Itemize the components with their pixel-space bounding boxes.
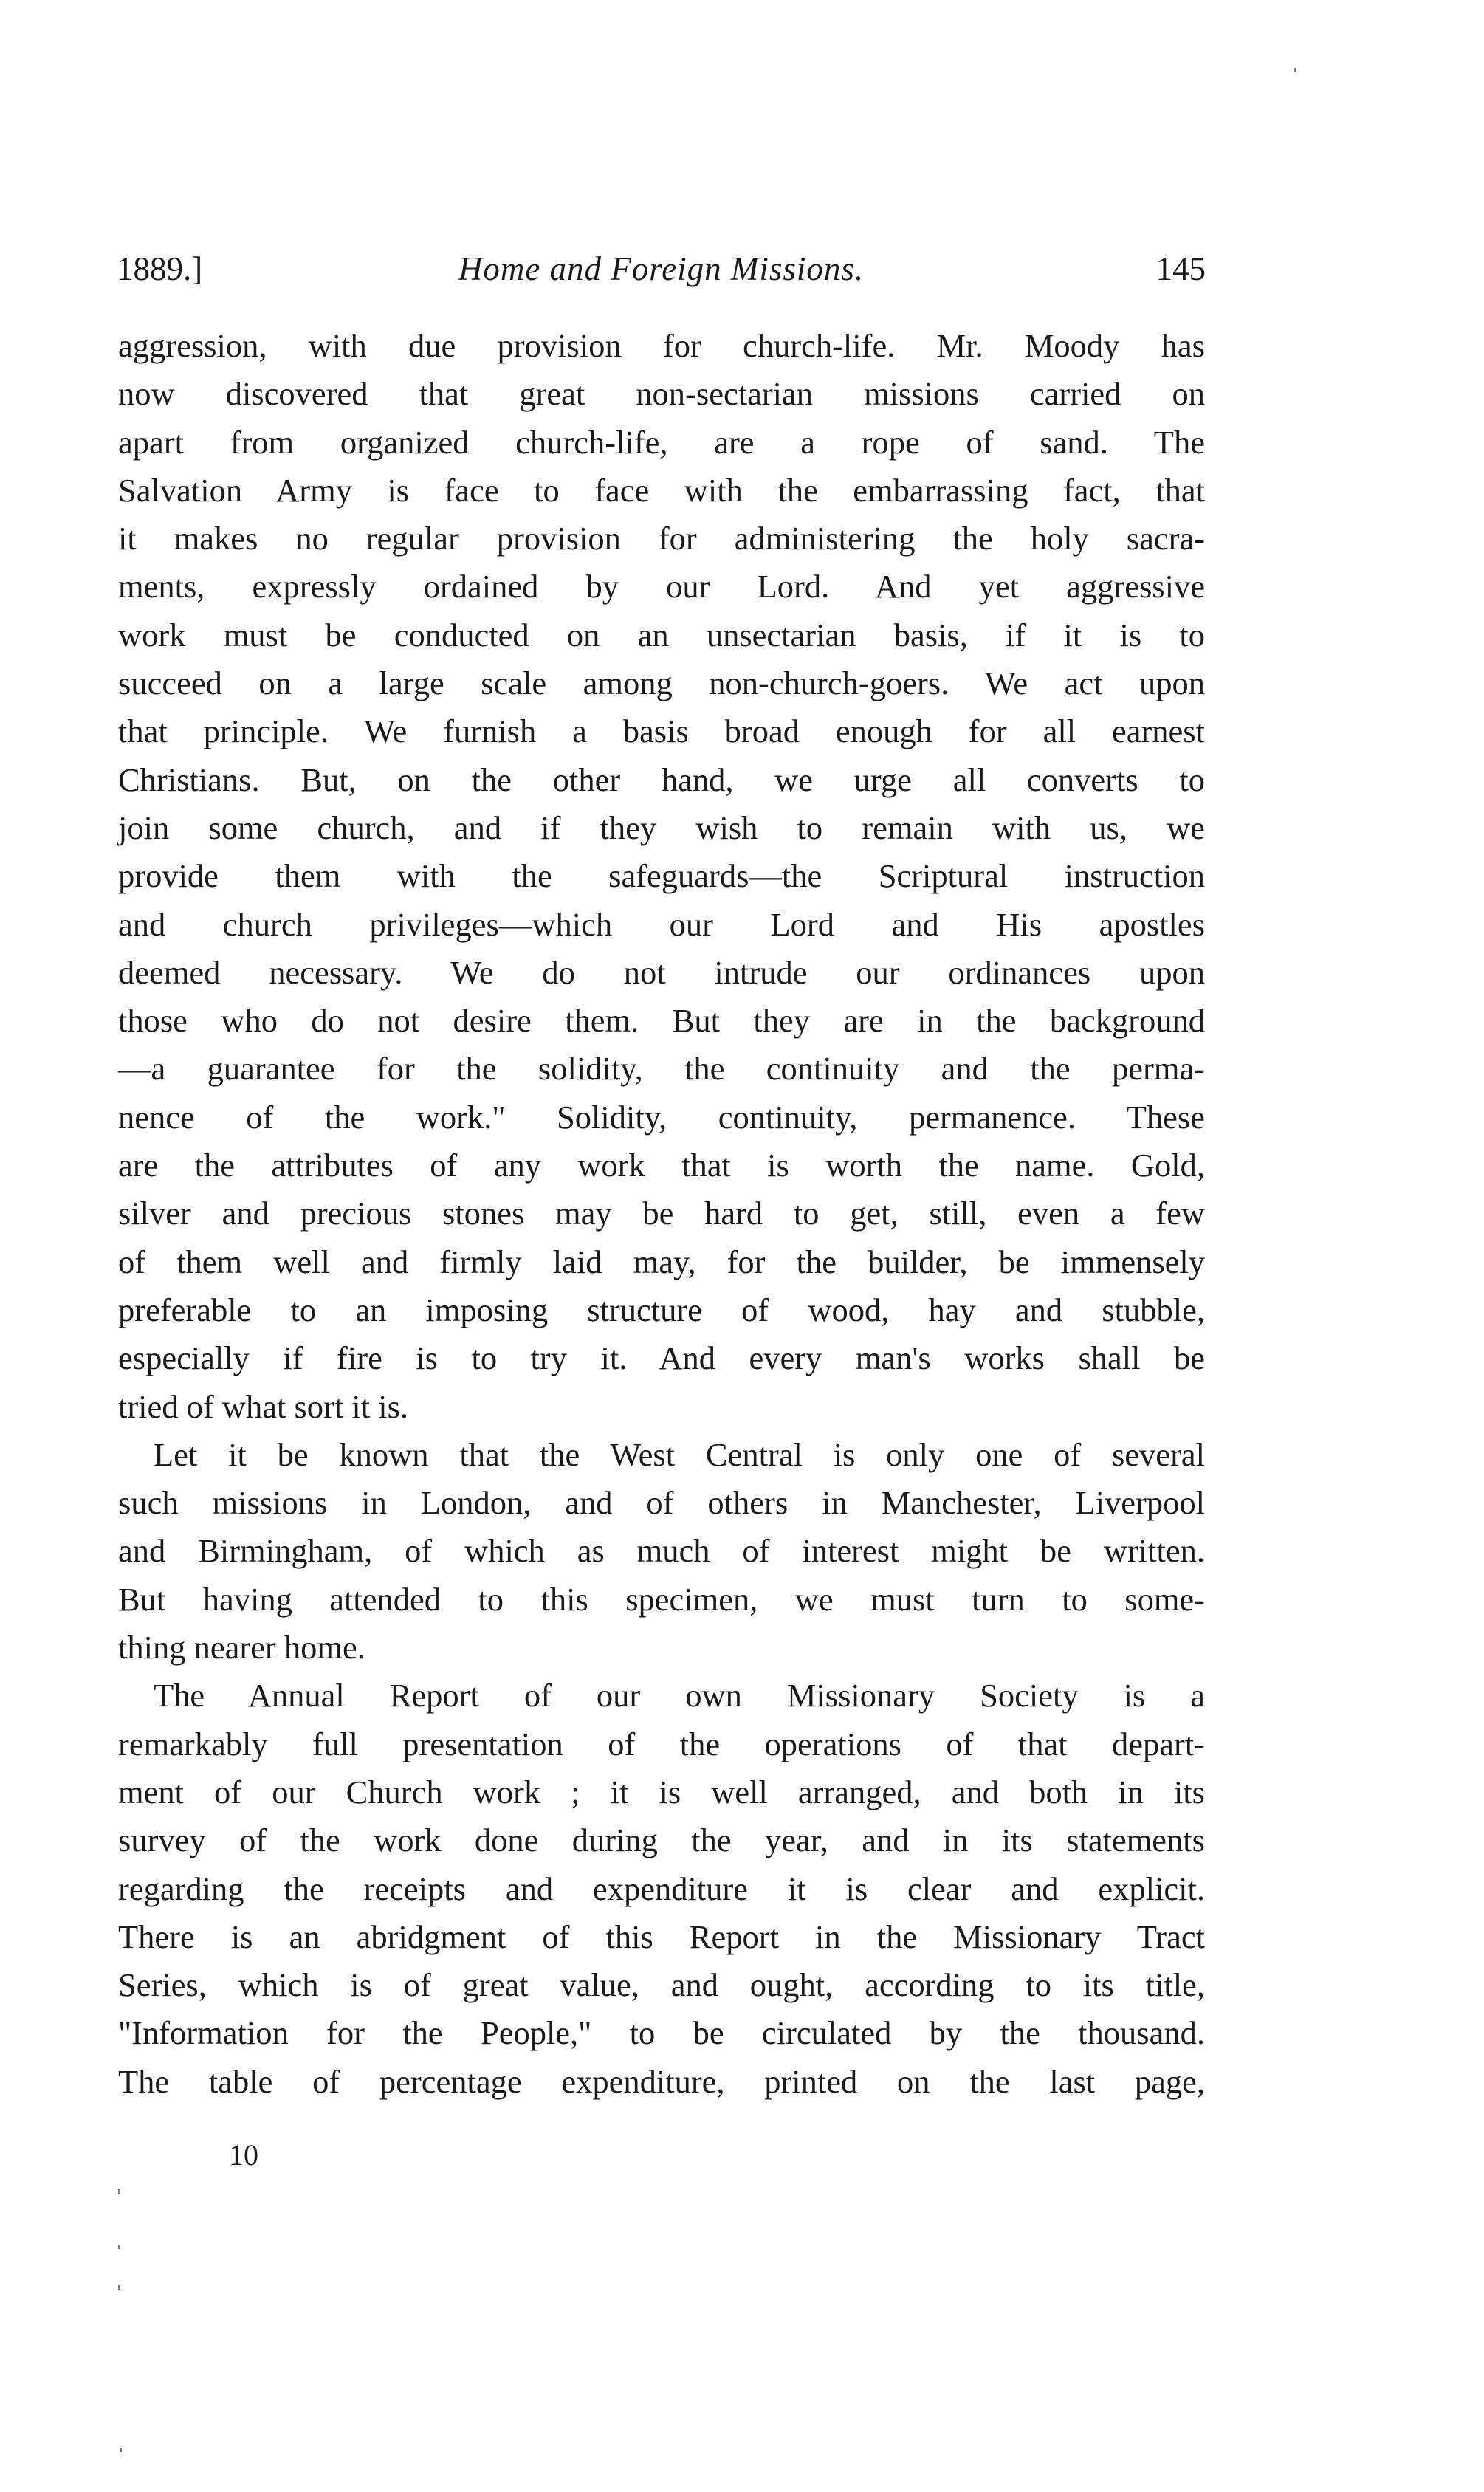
text-line: and church privileges—which our Lord and His apostles [118,905,1205,943]
text-line: ments, expressly ordained by our Lord. And yet aggressive [118,568,1205,605]
paragraph-start-line: Let it be known that the West Central is only one of several [154,1435,1205,1473]
text-line: aggression, with due provision for church-life. Mr. Moody has [118,327,1205,364]
text-line: it makes no regular provision for administering the holy sacra- [118,520,1205,557]
text-line: regarding the receipts and expenditure it is clear and explicit. [118,1870,1205,1907]
text-line: such missions in London, and of others in Manchester, Liverpool [118,1484,1205,1522]
text-line: —a guarantee for the solidity, the continuity and the perma- [118,1050,1205,1088]
text-line: preferable to an imposing structure of wood, hay and stubble, [118,1291,1205,1328]
text-line: of them well and firmly laid may, for the builder, be immensely [118,1243,1205,1280]
text-line: especially if fire is to try it. And every man's works shall be [118,1339,1205,1377]
text-line: deemed necessary. We do not intrude our ordinances upon [118,953,1205,991]
text-line: silver and precious stones may be hard to get, still, even a few [118,1195,1205,1232]
paragraph-start-line: The Annual Report of our own Missionary Society is a [154,1677,1205,1714]
text-line: But having attended to this specimen, we must turn to some- [118,1580,1205,1618]
text-line: "Information for the People," to be circulated by the thousand. [118,2014,1205,2052]
text-line: join some church, and if they wish to remain with us, we [118,809,1205,846]
text-line: apart from organized church-life, are a rope of sand. The [118,423,1205,461]
text-line: ment of our Church work ; it is well arranged, and both in its [118,1773,1205,1810]
text-line: work must be conducted on an unsectarian basis, if it is to [118,616,1205,653]
text-line: The table of percentage expenditure, printed on the last page, [118,2062,1205,2100]
signature-mark: 10 [229,2138,258,2172]
page-body [118,322,1205,2106]
margin-speck [120,2448,122,2452]
text-line: Salvation Army is face to face with the embarrassing fact, that [118,471,1205,509]
text-line: that principle. We furnish a basis broad enough for all earnest [118,713,1205,750]
header-year: 1889.] [117,250,203,287]
margin-speck [1294,68,1296,72]
text-line: remarkably full presentation of the operations of that depart- [118,1725,1205,1762]
text-line: Series, which is of great value, and ought, according to its title, [118,1966,1205,2004]
text-line: Christians. But, on the other hand, we urge all converts to [118,761,1205,798]
text-line: are the attributes of any work that is worth the name. Gold, [118,1147,1205,1184]
text-line: now discovered that great non-sectarian missions carried on [118,375,1205,413]
running-header [117,242,1206,294]
text-line: those who do not desire them. But they are in the background [118,1002,1205,1040]
text-line: and Birmingham, of which as much of interest might be written. [118,1532,1205,1570]
text-line: provide them with the safeguards—the Scriptural instruction [118,857,1205,895]
text-line: nence of the work." Solidity, continuity, permanence. These [118,1098,1205,1136]
text-line: There is an abridgment of this Report in the Missionary Tract [118,1918,1205,1955]
margin-speck [118,2245,120,2249]
paragraph-end-line: tried of what sort it is. [118,1387,409,1425]
text-line: survey of the work done during the year, and in its statements [118,1822,1205,1859]
text-line: succeed on a large scale among non-church-goers. We act upon [118,665,1205,702]
paragraph-end-line: thing nearer home. [118,1629,365,1667]
margin-speck [118,2189,120,2194]
page-number: 145 [1155,250,1206,287]
margin-speck [118,2285,120,2290]
header-title: Home and Foreign Missions. [458,250,865,287]
